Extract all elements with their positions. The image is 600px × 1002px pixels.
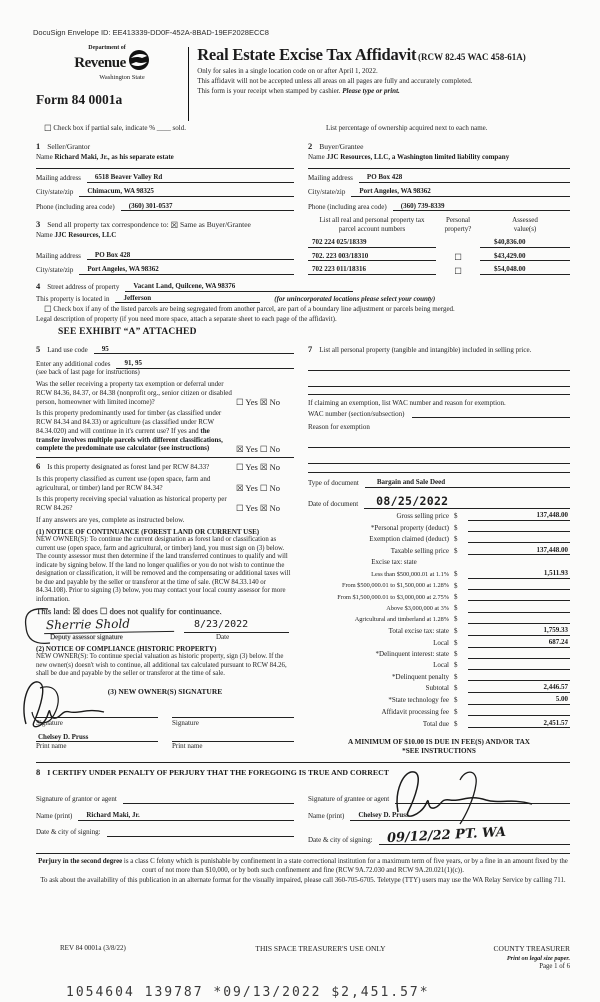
dept-of-label: Department of (88, 45, 126, 52)
grantor-signing-block (36, 788, 294, 845)
county-treasurer-label: COUNTY TREASURER (493, 943, 570, 953)
signature-label: Signature (172, 718, 199, 727)
personal-property-line-2[interactable] (308, 377, 570, 387)
seller-mail-field[interactable]: 6518 Beaver Valley Rd (87, 173, 294, 183)
tier3-tax-field[interactable] (468, 592, 570, 601)
dollar-sign: $ (454, 719, 458, 728)
reason-line-1[interactable] (308, 438, 570, 448)
print-name-label: Print name (36, 742, 67, 751)
section-5-number: 5 (36, 343, 41, 354)
personal-property-list-label: List all personal property (tangible and intangible) included in selling price. (319, 345, 532, 354)
dollar-sign: $ (454, 661, 458, 670)
excise-label: *State technology fee (388, 696, 449, 705)
header-note-1: Only for sales in a single location code on or after April 1, 2022. (197, 67, 378, 75)
notice-continuance-title: (1) NOTICE OF CONTINUANCE (FOREST LAND OR CURRENT USE) (36, 527, 260, 536)
affidavit-processing-fee-field[interactable] (468, 707, 570, 716)
parcel-row (308, 252, 570, 262)
revenue-logo-block (36, 45, 184, 121)
perjury-notice (36, 853, 570, 886)
historic-question: Is this property receiving special valuation as historical property per RCW 84.26? (36, 495, 227, 513)
doc-date-label: Date of document (308, 500, 359, 509)
personal-property-line-1[interactable] (308, 361, 570, 371)
deputy-assessor-signature-label: Deputy assessor signature (50, 632, 123, 641)
tax-corr-mail-label: Mailing address (36, 251, 81, 260)
excise-label: Exemption claimed (deduct) (369, 534, 449, 543)
excise-label: Subtotal (425, 684, 449, 693)
assessed-value-field[interactable]: $54,048.00 (480, 265, 570, 275)
header-divider (188, 47, 189, 121)
dollar-sign: $ (454, 638, 458, 647)
excise-label: From $1,500,000.01 to $3,000,000 at 2.75% (337, 593, 449, 601)
section-3-number: 3 (36, 219, 41, 230)
subtotal-field[interactable]: 2,446.57 (468, 683, 570, 693)
timber-yesno-checkboxes[interactable]: ☒ Yes ☐ No (236, 443, 281, 454)
treasurer-stamp: 1054604 139787 *09/13/2022 $2,451.57* (66, 985, 430, 1001)
buyer-city-field[interactable]: Port Angeles, WA 98362 (351, 187, 570, 197)
grantor-signature-line[interactable] (123, 795, 294, 804)
section-8 (36, 762, 570, 845)
delinquent-interest-local-field[interactable] (468, 661, 570, 670)
buyer-name-value[interactable]: JJC Resources, LLC, a Washington limited liability company (326, 152, 510, 161)
doc-type-label: Type of document (308, 479, 359, 487)
buyer-phone-label: Phone (including area code) (308, 202, 387, 211)
if-yes-note: If any answers are yes, complete as instructed below. (36, 515, 185, 524)
exemption-yesno-checkboxes[interactable]: ☐ Yes ☒ No (236, 396, 281, 407)
certify-title: I CERTIFY UNDER PENALTY OF PERJURY THAT THE FOREGOING IS TRUE AND CORRECT (47, 768, 389, 778)
current-use-question: Is this property classified as current use (open space, farm and agricultural, or timber) land per RCW 84.34? (36, 474, 211, 492)
parcel-number-field[interactable]: 702. 223 003/18310 (308, 252, 436, 262)
partial-sale-label: Check box if partial sale, indicate % ____ sold. (53, 124, 186, 133)
wac-intro: If claiming an exemption, list WAC number and reason for exemption. (308, 398, 506, 407)
dollar-sign: $ (454, 627, 458, 635)
section-4 (36, 281, 570, 339)
excise-label: Local (433, 661, 449, 670)
grantor-name-label: Name (print) (36, 812, 73, 820)
excise-label: Agricultural and timberland at 1.28% (354, 615, 449, 623)
excise-label: Local (433, 638, 449, 647)
assessor-date-label: Date (216, 632, 230, 641)
new-owner-signature-title: (3) NEW OWNER(S) SIGNATURE (107, 686, 223, 696)
legal-description-label: Legal description of property (if you need more space, attach a separate sheet to each page of the affidavit). (36, 315, 337, 324)
rev-number: REV 84 0001a (3/8/22) (60, 943, 126, 952)
see-back-note: (see back of last page for instructions) (36, 368, 140, 376)
seller-name-value[interactable]: Richard Maki, Jr., as his separate estate (54, 152, 174, 161)
notice-compliance-body: NEW OWNER(S): To continue special valuation as historic property, sign (3) below. If the new owner(s) doesn't wish to continue, all additional tax calculated pursuant to RCW 84.26, shall be due and payable by the seller or transferor at the time of sale. (36, 653, 287, 678)
tax-corr-name-value[interactable]: JJC Resources, LLC (54, 230, 117, 239)
owner-print-name-2[interactable] (172, 733, 294, 742)
seller-name-label: Name (36, 152, 53, 161)
delinquent-penalty-field[interactable] (468, 672, 570, 681)
tax-corr-city-field[interactable]: Port Angeles, WA 98362 (79, 265, 294, 275)
forest-land-yesno-checkboxes[interactable]: ☐ Yes ☒ No (236, 462, 281, 473)
grantee-name-label: Name (print) (308, 812, 345, 820)
additional-codes-label: Enter any additional codes (36, 359, 111, 368)
print-name-label: Print name (172, 742, 203, 751)
segregated-checkbox[interactable]: ☐ (44, 304, 52, 315)
land-use-code-label: Land use code (47, 345, 88, 354)
dollar-sign: $ (454, 696, 458, 705)
grantor-sig-label: Signature of grantor or agent (36, 795, 117, 804)
buyer-mail-field[interactable]: PO Box 428 (359, 173, 570, 183)
deputy-assessor-signature[interactable]: Sherrie Shold (44, 616, 174, 634)
excise-label: Total due (422, 719, 449, 728)
section-1-title: Seller/Grantor (47, 142, 91, 152)
section-3-label: Send all property tax correspondence to: (47, 220, 169, 230)
reason-line-2[interactable] (308, 454, 570, 464)
notice-compliance-title: (2) NOTICE OF COMPLIANCE (HISTORIC PROPERTY) (36, 644, 217, 653)
tax-corr-name-label: Name (36, 230, 53, 239)
excise-label: Gross selling price (396, 512, 449, 521)
new-owner-signature-grid (36, 708, 294, 751)
type-or-print-note: Please type or print. (342, 86, 400, 95)
historic-yesno-checkboxes[interactable]: ☐ Yes ☒ No (236, 503, 281, 514)
excise-label: Taxable selling price (390, 546, 449, 555)
alternate-format-note: To ask about the availability of this publication in an alternate format for the visually impaired, please call 360-705-6705. Teletype (TTY) users may use the WA Relay Service by calling 711. (40, 877, 566, 885)
grantor-date-label: Date & city of signing: (36, 828, 101, 836)
assessed-value-field[interactable]: $40,836.00 (480, 238, 570, 248)
total-excise-state-field[interactable]: 1,759.33 (468, 626, 570, 636)
wac-number-label: WAC number (section/subsection) (308, 409, 405, 418)
dollar-sign: $ (454, 707, 458, 716)
grantee-date-handwritten[interactable]: 09/12/22 PT. WA (386, 824, 506, 846)
personal-property-checkbox[interactable]: ☐ (454, 265, 462, 276)
buyer-phone-field[interactable]: (360) 739-8339 (393, 202, 570, 212)
section-8-number: 8 (36, 767, 41, 778)
tier2-tax-field[interactable] (468, 581, 570, 590)
tier1-tax-field[interactable]: 1,511.93 (468, 569, 570, 579)
dollar-sign: $ (454, 546, 458, 555)
taxable-selling-price-field[interactable]: 137,448.00 (468, 546, 570, 556)
excise-label: *Personal property (deduct) (370, 523, 449, 532)
timber-question: Is this property predominantly used for timber (as classified under RCW 84.34 and 84.33) or agriculture (as classified under RCW 84.34.020) and will continue in it's current use? If yes and the transfer involves multiple parcels with different classifications, complete the predominate use calculator (see instructions) (36, 409, 223, 453)
grantee-signing-block (308, 788, 570, 845)
section-6-number: 6 (36, 461, 41, 472)
grantee-sig-label: Signature of grantee or agent (308, 795, 390, 804)
segregated-label: Check box if any of the listed parcels are being segregated from another parcel, are part of a boundary line adjustment or parcels being merged. (53, 305, 455, 314)
header-note-3: This form is your receipt when stamped by cashier. Please type or print. (197, 86, 400, 95)
tier4-tax-field[interactable] (468, 604, 570, 613)
excise-label: Less than $500,000.01 at 1.1% (371, 571, 449, 579)
page-footer (36, 944, 570, 972)
local-tax-field[interactable]: 687.24 (468, 638, 570, 648)
tax-corr-city-label: City/state/zip (36, 265, 74, 274)
grantor-date-field[interactable] (107, 828, 294, 837)
dollar-sign: $ (454, 512, 458, 521)
grantee-date-label: Date & city of signing: (308, 836, 373, 845)
delinquent-interest-state-field[interactable] (468, 650, 570, 659)
excise-label: From $500,000.01 to $1,500,000 at 1.28% (341, 582, 449, 590)
parcel-table-header: List all real and personal property tax parcel account numbers Personal property? Assessed value(s) (319, 216, 538, 233)
perjury-lead: Perjury in the second degree (38, 858, 123, 865)
dollar-sign: $ (454, 672, 458, 681)
owner-print-name-1[interactable]: Chelsey D. Pruss (36, 733, 158, 742)
dollar-sign: $ (454, 603, 458, 612)
timber-question-bold: the transfer involves multiple parcels with different classifications, complete the predominate use calculator (see instructions) (36, 426, 223, 453)
parcel-row (308, 265, 570, 275)
seller-city-label: City/state/zip (36, 188, 74, 197)
street-address-field[interactable]: Vacant Land, Quilcene, WA 98376 (125, 282, 352, 292)
continuance-qualify-checkboxes[interactable]: This land: ☒ does ☐ does not qualify for continuance. (36, 606, 222, 617)
gross-selling-price-field[interactable]: 137,448.00 (468, 511, 570, 521)
assessor-signature-block (36, 617, 294, 642)
reason-exemption-label: Reason for exemption (308, 423, 370, 432)
form-title: Real Estate Excise Tax Affidavit (197, 45, 417, 65)
assessor-date-field[interactable]: 8/23/2022 (184, 619, 289, 633)
buyer-mail-label: Mailing address (308, 174, 353, 182)
new-owner-signature-scribble (18, 674, 128, 735)
legal-description-value[interactable]: SEE EXHIBIT “A” ATTACHED (58, 326, 197, 337)
washington-state-label: Washington State (99, 73, 145, 81)
excise-label: Total excise tax: state (388, 627, 449, 635)
excise-label: *Delinquent interest: state (375, 650, 449, 659)
section-1-number: 1 (36, 141, 41, 152)
agri-timber-tax-field[interactable] (468, 615, 570, 624)
county-field[interactable]: Jefferson (115, 294, 260, 304)
form-header (36, 45, 570, 121)
see-instructions-note: *SEE INSTRUCTIONS (402, 747, 476, 756)
perjury-body: is a class C felony which is punishable by confinement in a state correctional institution for a maximum term of five years, or by a fine in an amount fixed by the court of not more than $10,000, or by both such confinement and fine (RCW 9A.72.030 and RCW 9A.20.021(1)(c)). (122, 858, 568, 874)
forest-land-question: Is this property designated as forest land per RCW 84.33? (47, 463, 210, 472)
excise-tax-state-header: Excise tax: state (371, 558, 417, 567)
parcel-number-field[interactable]: 702 223 011/18316 (308, 265, 436, 275)
page-number: Page 1 of 6 (539, 963, 570, 970)
partial-sale-checkbox[interactable]: ☐ (44, 123, 52, 134)
land-use-column (36, 344, 294, 757)
tax-corr-mail-field[interactable]: PO Box 428 (87, 251, 294, 261)
seller-column (36, 141, 294, 275)
state-technology-fee-field[interactable]: 5.00 (468, 695, 570, 705)
seller-phone-field[interactable]: (360) 301-0537 (121, 202, 294, 212)
parcel-number-field[interactable]: 702 224 025/18339 (308, 238, 436, 248)
total-due-field[interactable]: 2,451.57 (468, 719, 570, 729)
doc-type-field[interactable]: Bargain and Sale Deed (365, 478, 570, 488)
doc-date-field[interactable]: 08/25/2022 (364, 494, 570, 509)
notice-continuance-body: NEW OWNER(S): To continue the current designation as forest land or classification as current use (open space, farm and agricultural, or timber) land, you must sign on (3) below. The county assessor must then determine if the land transferred continues to qualify and will indicate by signing below. If the land no longer qualifies or you do not wish to continue the designation or classification, it will be removed and the compensating or additional taxes will be due and payable by the seller or transferor at the time of sale. (RCW 84.33.140 or 84.34.108). Prior to signing (3) below, you may contact your local county assessor for more information. (36, 536, 291, 603)
revenue-logo-icon (128, 49, 150, 74)
exemption-claimed-field[interactable] (468, 534, 570, 543)
located-in-label: This property is located in (36, 294, 110, 303)
section-6 (36, 457, 294, 751)
treasurer-use-label: THIS SPACE TREASURER'S USE ONLY (255, 943, 386, 953)
dollar-sign: $ (454, 534, 458, 543)
ownership-note: List percentage of ownership acquired next to each name. (326, 124, 488, 133)
revenue-wordmark: Revenue (74, 54, 126, 71)
grantee-print-name-field[interactable]: Chelsey D. Pruss (350, 811, 570, 821)
dollar-sign: $ (454, 592, 458, 601)
seller-phone-label: Phone (including area code) (36, 202, 115, 211)
form-number: Form 84 0001a (36, 91, 123, 107)
grantee-signature-scribble (390, 760, 540, 829)
buyer-column (308, 141, 570, 275)
same-as-buyer-checkbox[interactable]: ☒ (170, 220, 179, 231)
dollar-sign: $ (454, 684, 458, 693)
land-use-code-field[interactable]: 95 (94, 345, 294, 355)
current-use-yesno-checkboxes[interactable]: ☒ Yes ☐ No (236, 482, 281, 493)
same-as-buyer-label: Same as Buyer/Grantee (180, 220, 251, 230)
grantor-print-name-field[interactable]: Richard Maki, Jr. (78, 811, 294, 821)
dollar-sign: $ (454, 650, 458, 659)
dollar-sign: $ (454, 615, 458, 624)
excise-label: *Delinquent penalty (392, 672, 449, 681)
section-4-number: 4 (36, 281, 41, 291)
excise-column (308, 344, 570, 757)
personal-property-deduct-field[interactable] (468, 523, 570, 532)
minimum-due-note: A MINIMUM OF $10.00 IS DUE IN FEE(S) AND/OR TAX (348, 738, 530, 747)
docusign-envelope-id: DocuSign Envelope ID: EE413339-DD0F-452A-8BAD-19EF2028ECC8 (33, 28, 269, 37)
excise-label: Affidavit processing fee (381, 707, 449, 716)
parcel-row (308, 238, 570, 248)
seller-mail-label: Mailing address (36, 174, 81, 182)
section-2-title: Buyer/Grantee (319, 142, 364, 152)
header-note-2: This affidavit will not be accepted unless all areas on all pages are fully and accurately completed. (197, 76, 473, 85)
buyer-name-label: Name (308, 152, 325, 161)
form-title-rcw: (RCW 82.45 WAC 458-61A) (418, 52, 526, 63)
dollar-sign: $ (454, 570, 458, 579)
wac-number-field[interactable] (412, 409, 570, 418)
section-7-number: 7 (308, 343, 313, 354)
section-2-number: 2 (308, 141, 313, 152)
owner-signature-line-2[interactable] (172, 708, 294, 718)
buyer-city-label: City/state/zip (308, 188, 346, 197)
assessed-value-field[interactable]: $43,429.00 (480, 252, 570, 262)
dollar-sign: $ (454, 523, 458, 532)
dollar-sign: $ (454, 581, 458, 590)
additional-codes-field[interactable]: 91, 95 (116, 359, 294, 369)
street-address-label: Street address of property (47, 282, 120, 291)
seller-city-field[interactable]: Chimacum, WA 98325 (79, 187, 294, 197)
exemption-question: Was the seller receiving a property tax exemption or deferral under RCW 84.36, 84.37, or 84.38 (nonprofit org., senior citizen or disabled person, homeowner with limited income)? (36, 380, 232, 406)
signature-label: Signature (36, 718, 63, 727)
unincorporated-note: (for unincorporated locations please select your county) (274, 294, 436, 303)
personal-property-checkbox[interactable]: ☐ (454, 251, 462, 262)
legal-paper-note: Print on legal size paper. (506, 955, 570, 963)
excise-label: Above $3,000,000 at 3% (386, 604, 449, 612)
